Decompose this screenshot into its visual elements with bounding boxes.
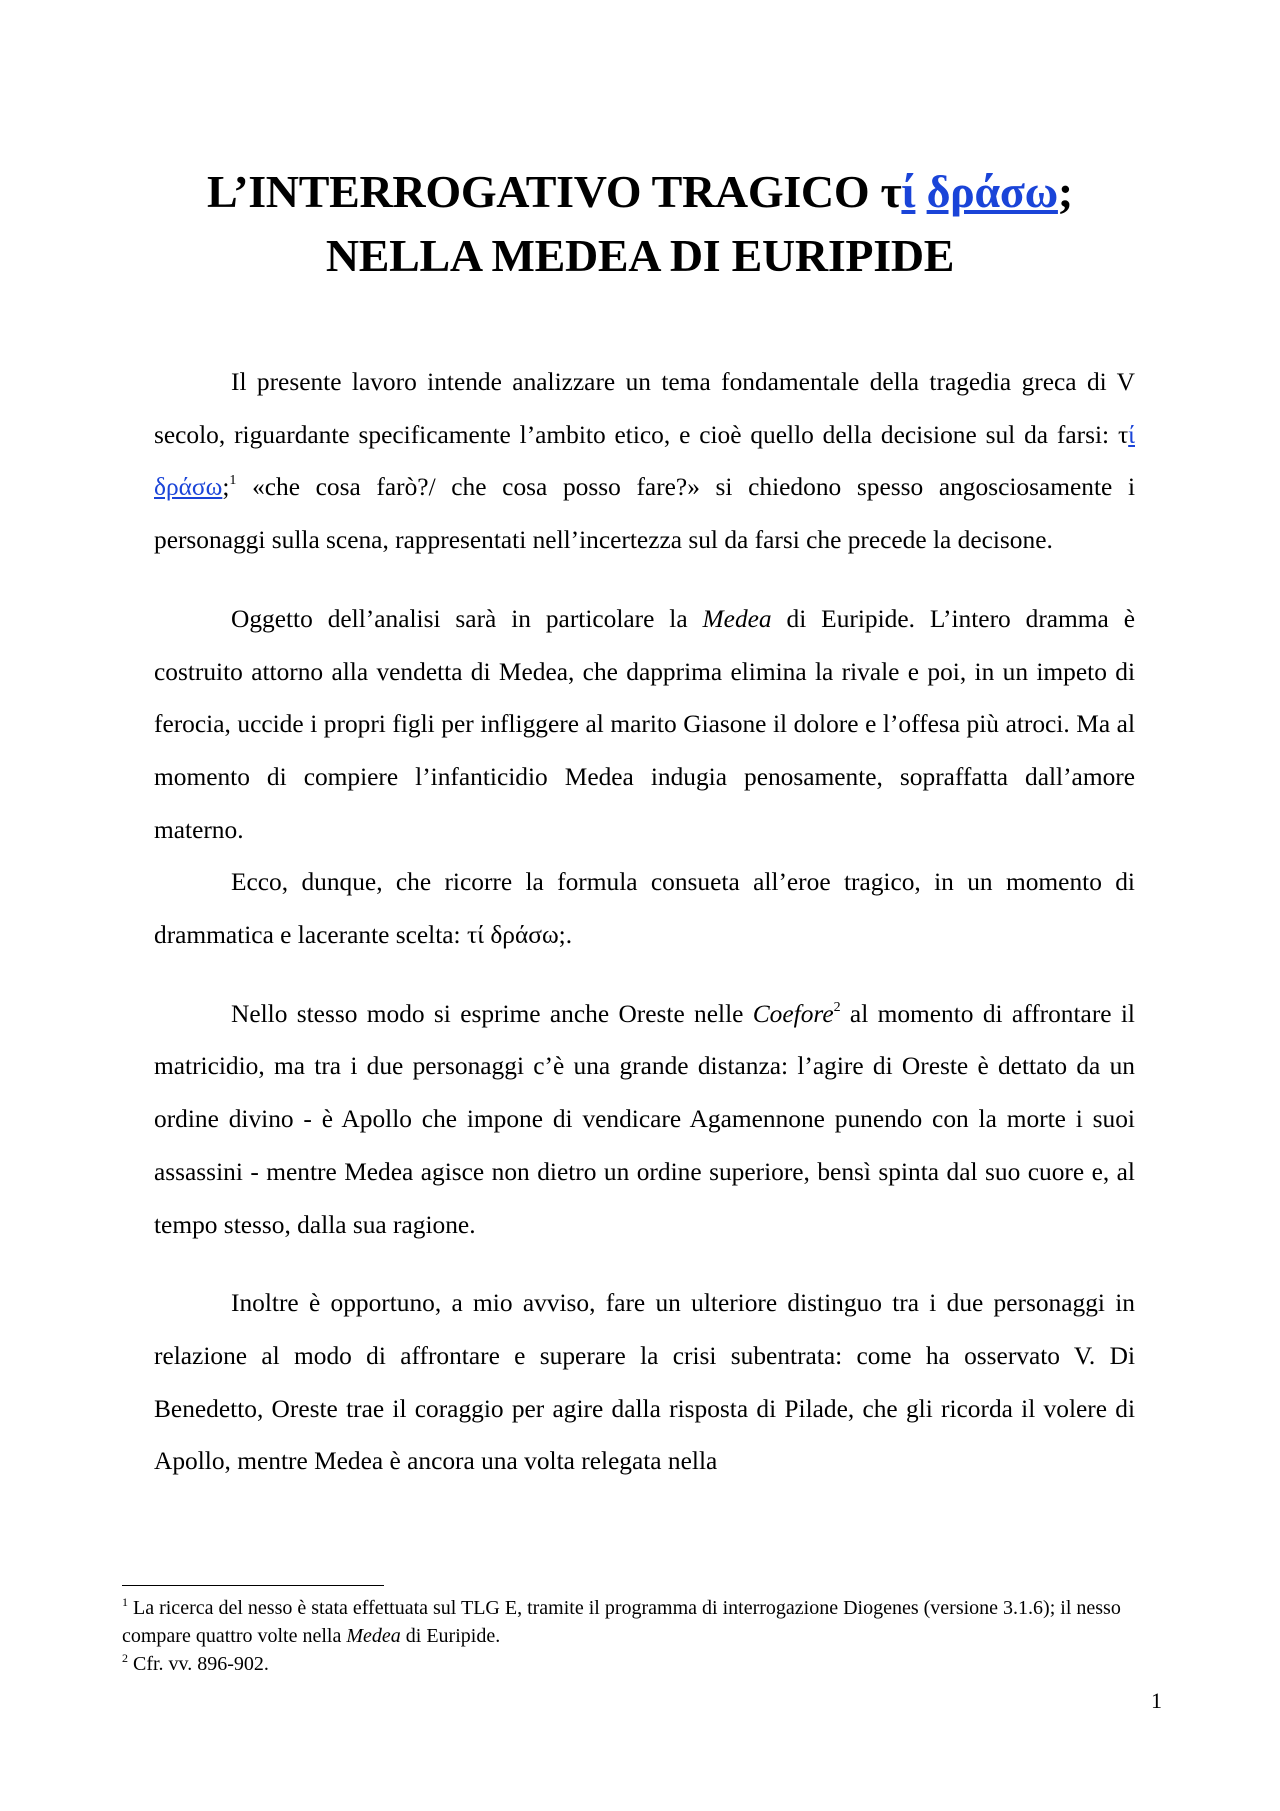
footnote-text: di Euripide. bbox=[400, 1625, 501, 1647]
footnote-ref-1[interactable]: 1 bbox=[229, 473, 237, 489]
footnote-text: Cfr. vv. 896-902. bbox=[128, 1653, 269, 1675]
paragraph-text: Il presente lavoro intende analizzare un tema fondamentale della tragedia greca di V secolo, riguardante specificamente l’ambito etico, e cioè quello della decisione sul da farsi: τ bbox=[154, 368, 1135, 449]
footnote-ref-2[interactable]: 2 bbox=[833, 999, 841, 1015]
paragraph-text: Oggetto dell’analisi sarà in particolare la bbox=[231, 604, 703, 633]
page-number: 1 bbox=[1151, 1688, 1162, 1713]
paragraph-5: Inoltre è opportuno, a mio avviso, fare un ulteriore distinguo tra i due personaggi in relazione al modo di affrontare e superare la crisi subentrata: come ha osservato V. Di Benedetto, Oreste trae il coraggio per agire dalla risposta di Pilade, che gli ricorda il volere di Apollo, mentre Medea è ancora una volta relegata nella bbox=[154, 1289, 1135, 1476]
paragraph-text: di Euripide. L’intero dramma è costruito attorno alla vendetta di Medea, che dapprima elimina la rivale e poi, in un impeto di ferocia, uccide i propri figli per infliggere al marito Giasone il dolore e l’offesa più atroci. Ma al momento di compiere l’infanticidio Medea indugia penosamente, sopraffatta dall’amore materno. bbox=[154, 604, 1135, 844]
title-line-1 bbox=[0, 160, 1280, 224]
greek-link-i[interactable]: ί bbox=[901, 166, 916, 217]
paragraph-1 bbox=[154, 356, 1135, 567]
greek-link-draso[interactable]: δράσω bbox=[926, 166, 1058, 217]
footnote-1 bbox=[122, 1594, 1162, 1650]
title-text: L’INTERROGATIVO TRAGICO τ bbox=[207, 166, 902, 217]
paragraph-3: Ecco, dunque, che ricorre la formula consueta all’eroe tragico, in un momento di drammatica e lacerante scelta: τί δράσω;. bbox=[154, 868, 1135, 950]
footnote-number: 1 bbox=[122, 1595, 128, 1609]
paragraph-4 bbox=[154, 988, 1135, 1252]
title-line-2: NELLA MEDEA DI EURIPIDE bbox=[325, 230, 955, 281]
italic-title: Medea bbox=[346, 1625, 401, 1647]
greek-link-draso-inline[interactable]: δράσω bbox=[154, 473, 223, 502]
paragraph-text: al momento di affrontare il matricidio, ma tra i due personaggi c’è una grande distanza: l’agire di Oreste è dettato da un ordine divino - è Apollo che impone di vendicare Agamennone punendo con la morte i suoi assassini - mentre Medea agisce non dietro un ordine superiore, bensì spinta dal suo cuore e, al tempo stesso, dalla sua ragione. bbox=[154, 999, 1135, 1239]
paragraph-text: Nello stesso modo si esprime anche Oreste nelle bbox=[231, 999, 753, 1028]
italic-title: Coefore bbox=[752, 999, 834, 1028]
footnote-number: 2 bbox=[122, 1651, 128, 1665]
footnotes bbox=[122, 1594, 1162, 1678]
footnote-text: La ricerca del nesso è stata effettuata sul TLG E, tramite il programma di interrogazione Diogenes (versione 3.1.6); il nesso compare quattro volte nella bbox=[122, 1597, 1121, 1647]
footnote-2 bbox=[122, 1650, 1162, 1678]
title-semicolon: ; bbox=[1057, 166, 1073, 217]
footnote-separator bbox=[122, 1585, 384, 1586]
greek-link-i-inline[interactable]: ί bbox=[1128, 420, 1135, 449]
italic-title: Medea bbox=[702, 604, 772, 633]
paragraph-text: «che cosa farò?/ che cosa posso fare?» si chiedono spesso angosciosamente i personaggi sulla scena, rappresentati nell’incertezza sul da farsi che precede la decisone. bbox=[154, 473, 1135, 555]
paragraph-2 bbox=[154, 593, 1135, 857]
document-body bbox=[154, 356, 1135, 1488]
page-title bbox=[0, 160, 1280, 288]
semicolon: ; bbox=[222, 473, 230, 502]
